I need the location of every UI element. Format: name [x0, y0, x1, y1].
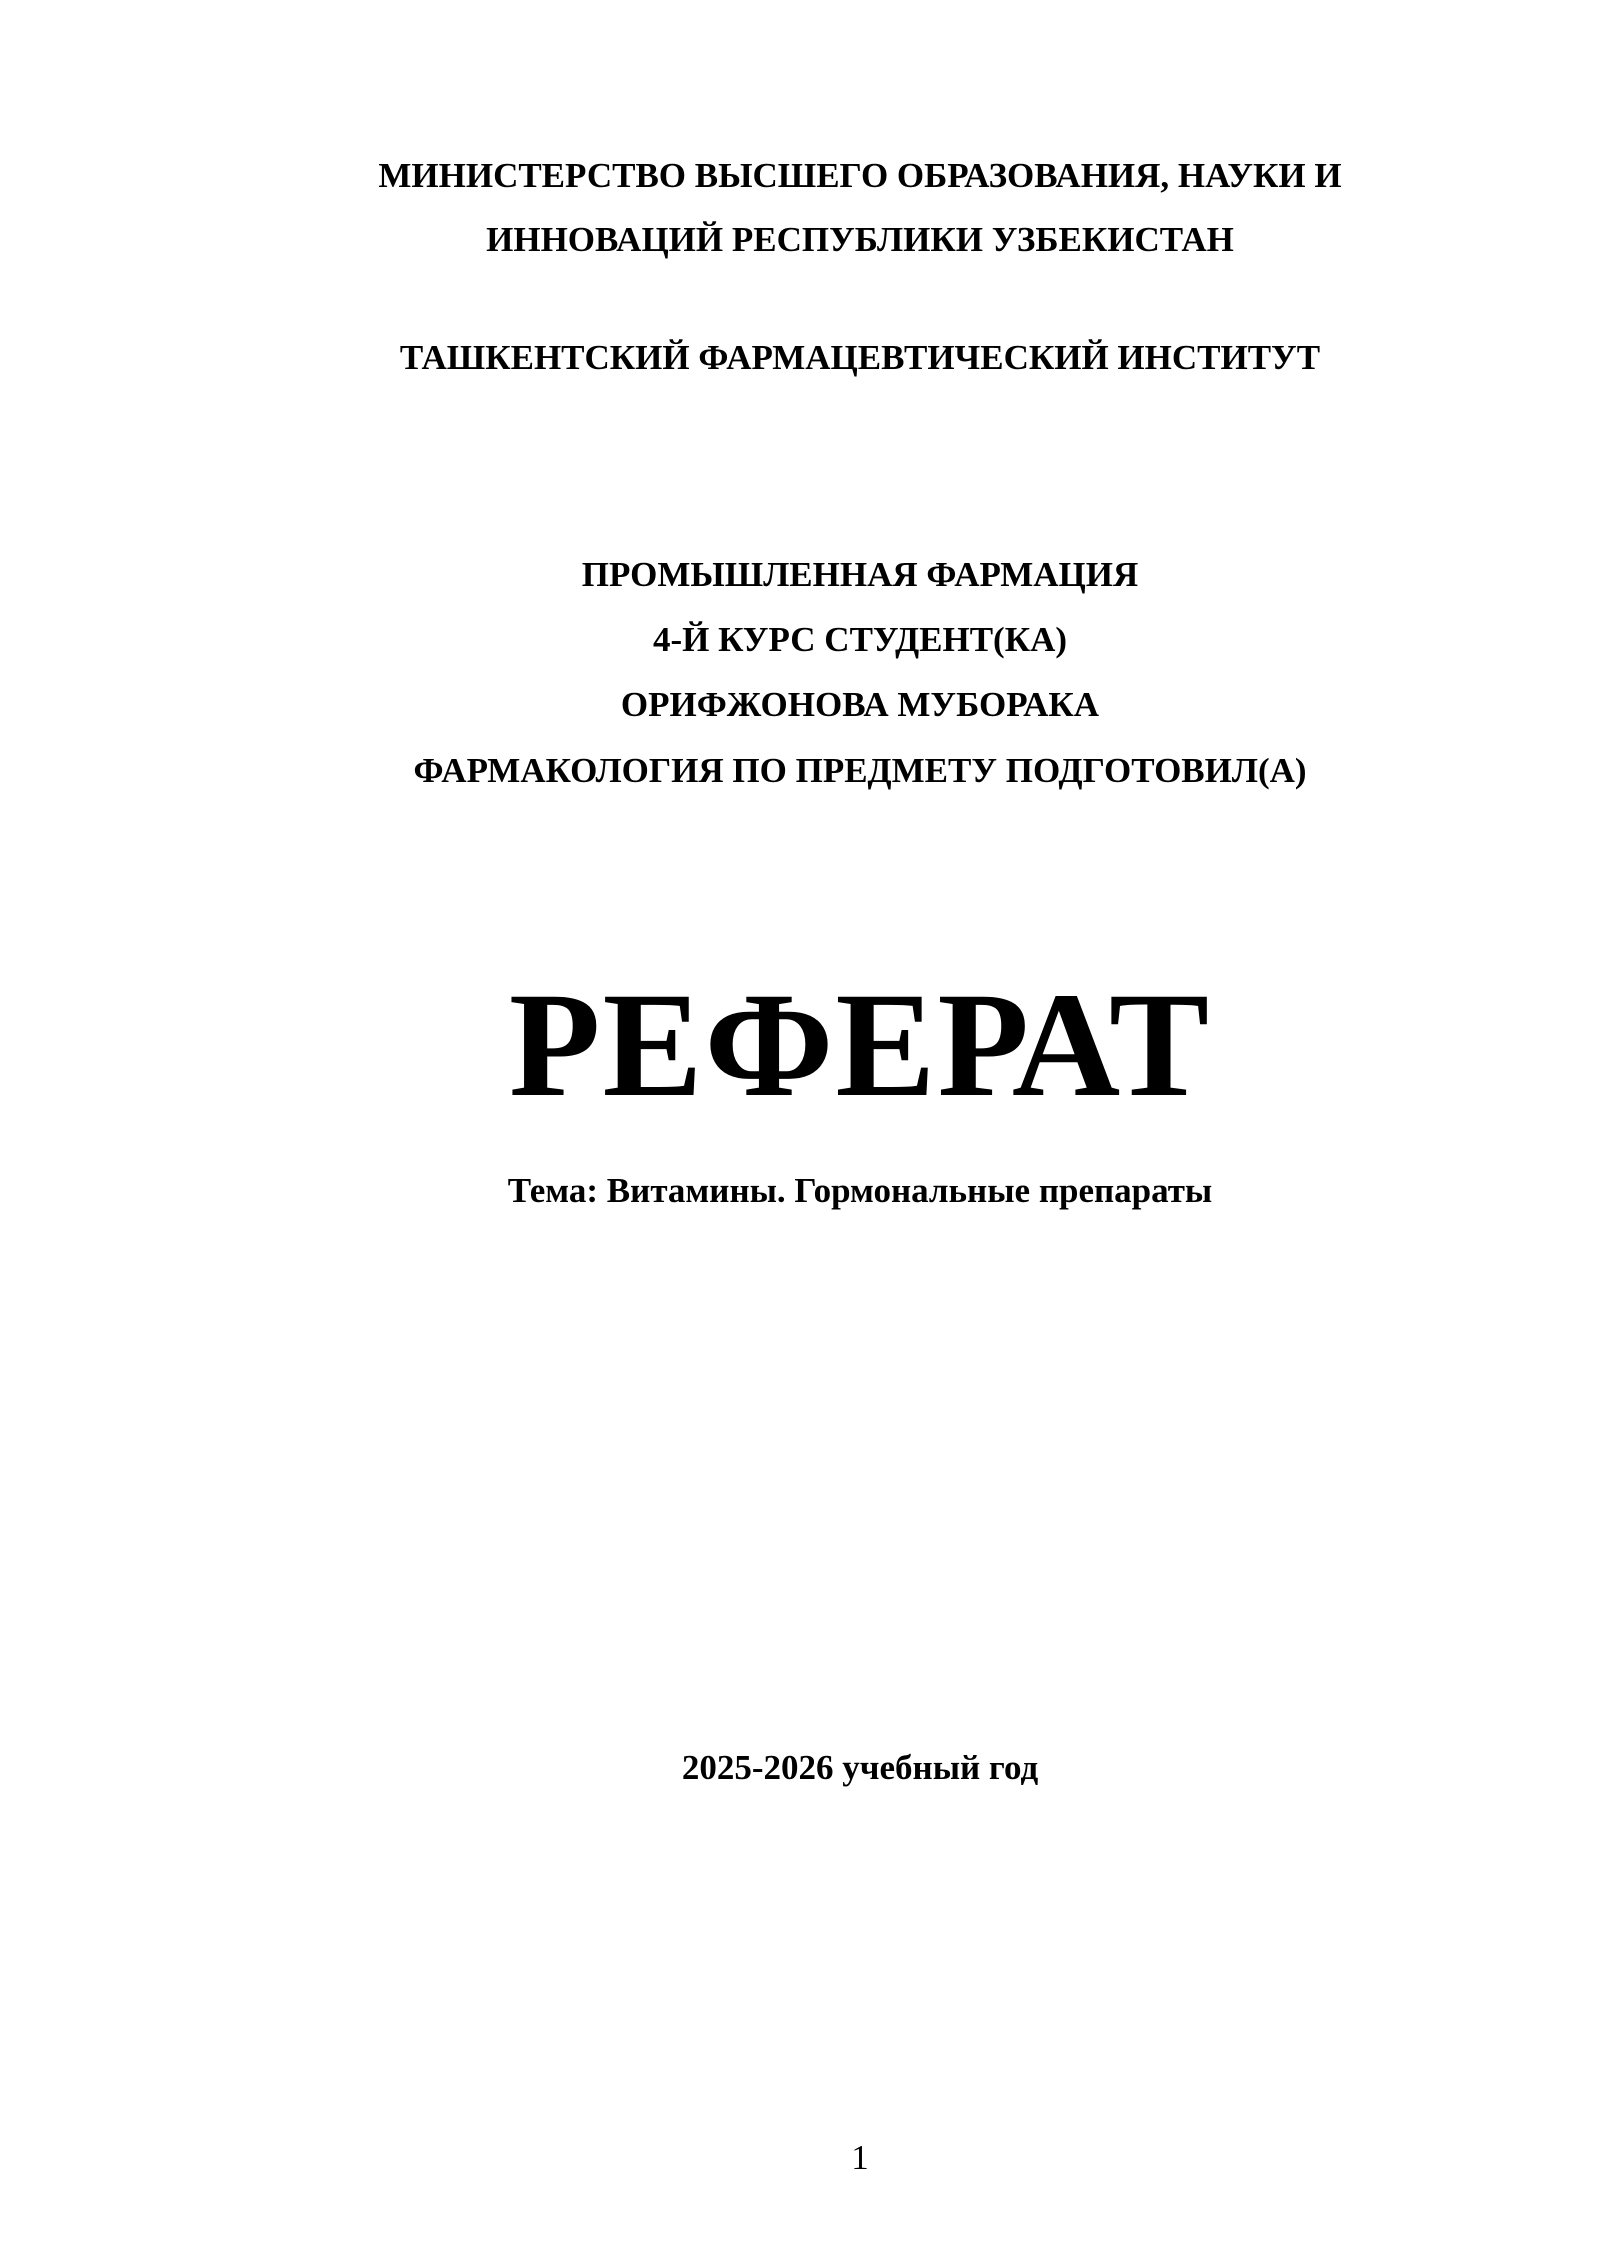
page-number: 1 — [851, 2138, 869, 2177]
ministry-line-2: ИННОВАЦИЙ РЕСПУБЛИКИ УЗБЕКИСТАН — [486, 220, 1234, 259]
ministry-line-1: МИНИСТЕРСТВО ВЫСШЕГО ОБРАЗОВАНИЯ, НАУКИ И — [378, 156, 1342, 195]
topic-line: Тема: Витамины. Гормональные препараты — [507, 1171, 1213, 1210]
academic-year: 2025-2026 учебный год — [681, 1748, 1039, 1787]
faculty-name: ПРОМЫШЛЕННАЯ ФАРМАЦИЯ — [581, 555, 1139, 594]
student-name: ОРИФЖОНОВА МУБОРАКА — [620, 685, 1100, 724]
course-line: 4-Й КУРС СТУДЕНТ(КА) — [652, 620, 1068, 659]
document-title: РЕФЕРАТ — [508, 962, 1212, 1128]
subject-line: ФАРМАКОЛОГИЯ ПО ПРЕДМЕТУ ПОДГОТОВИЛ(А) — [413, 751, 1307, 790]
institute-name: ТАШКЕНТСКИЙ ФАРМАЦЕВТИЧЕСКИЙ ИНСТИТУТ — [399, 338, 1321, 377]
